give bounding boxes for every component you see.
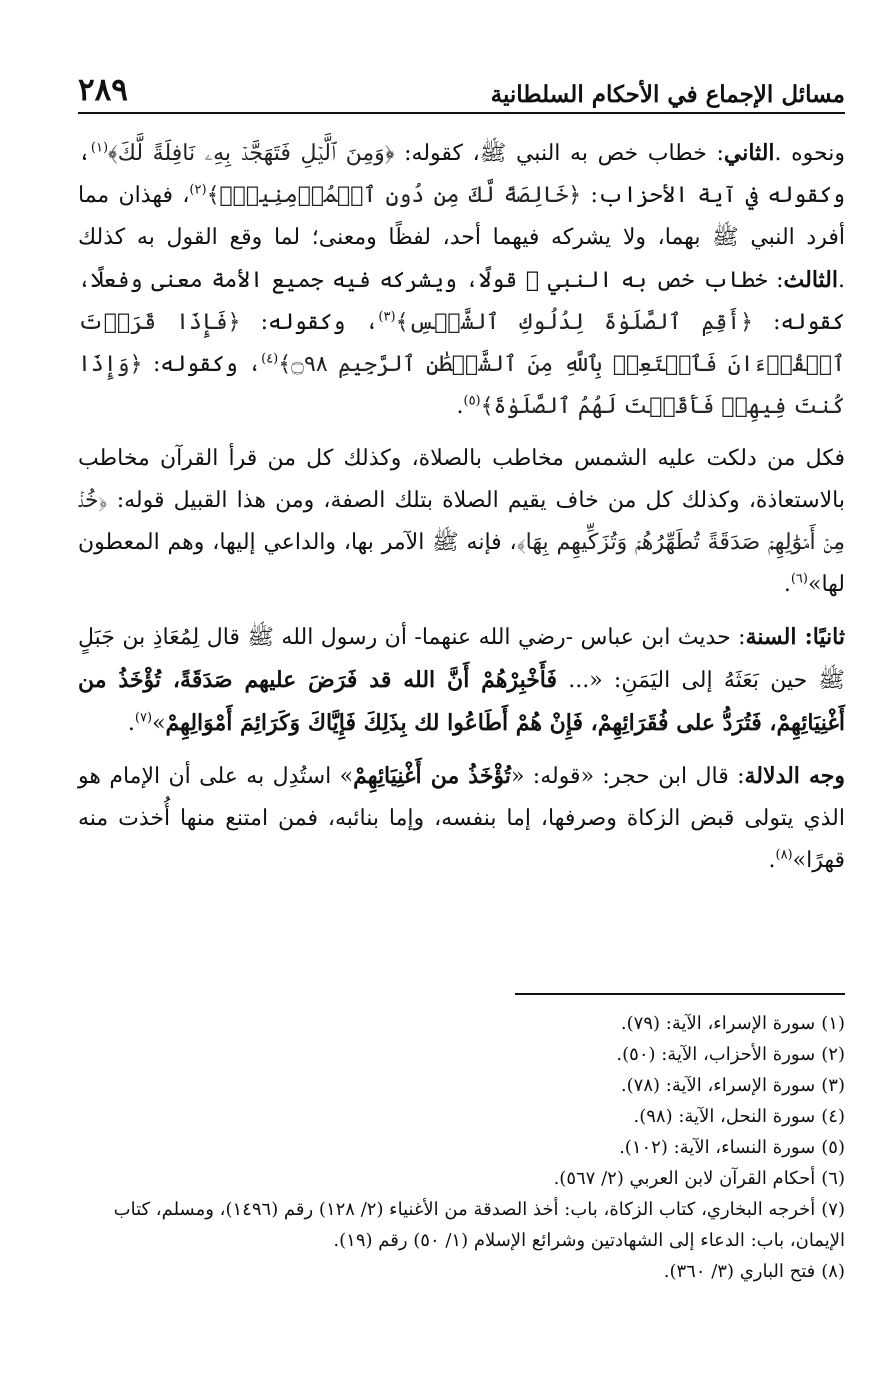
- footnote-text: أحكام القرآن لابن العربي (٢/ ٥٦٧).: [553, 1168, 816, 1189]
- text-span: ، وكقوله في آية الأحزاب:: [78, 141, 845, 208]
- text-span: فكل من دلكت عليه الشمس مخاطب بالصلاة، وكذلك كل من قرأ القرآن مخاطب بالاستعاذة، وكذلك كل من خاف يقيم الصلاة بتلك الصفة، ومن هذا القبيل قوله:: [78, 446, 845, 513]
- footnote-number: (٥): [821, 1137, 845, 1158]
- footnote-text: أخرجه البخاري، كتاب الزكاة، باب: أخذ الصدقة من الأغنياء (٢/ ١٢٨) رقم (١٤٩٦)، ومسلم، كتاب الإيمان، باب: الدعاء إلى الشهادتين وشرائع الإسلام (١/ ٥٠) رقم (١٩).: [113, 1199, 845, 1251]
- footnote-number: (٨): [821, 1261, 845, 1282]
- text-span: »: [152, 711, 166, 736]
- page-number: ٢٨٩: [78, 72, 128, 108]
- footnote-number: (٢): [821, 1044, 845, 1065]
- section-label-second: الثاني: [723, 140, 775, 166]
- page-header: [78, 60, 845, 108]
- text-span: .: [127, 711, 135, 736]
- quran-verse: ﴿وَإِذَا كُنتَ فِيهِمۡ فَأَقَمۡتَ لَهُمُ ٱلصَّلَوٰةَ﴾: [78, 352, 845, 419]
- text-span: ، فهذان مما أفرد النبي ﷺ بهما، ولا يشركه فيهما أحد، لفظًا ومعنى؛ لما وقع القول به كذلك .: [78, 183, 845, 293]
- quran-verse: ﴿خُذۡ مِنۡ أَمۡوَٰلِهِمۡ صَدَقَةً تُطَهِّرُهُمۡ وَتُزَكِّيهِم بِهَا﴾: [78, 488, 845, 555]
- footnote-text: سورة الأحزاب، الآية: (٥٠).: [616, 1044, 816, 1065]
- quran-verse: ﴿فَإِذَا قَرَأۡتَ ٱلۡقُرۡءَانَ فَٱسۡتَعِذۡ بِٱللَّهِ مِنَ ٱلشَّيۡطَٰنِ ٱلرَّجِيمِ ۝٩٨﴾: [78, 310, 845, 377]
- footnote-number: (١): [821, 1013, 845, 1034]
- footnote-text: فتح الباري (٣/ ٣٦٠).: [663, 1261, 816, 1282]
- footnote-ref: (٣): [378, 309, 396, 325]
- running-title: مسائل الإجماع في الأحكام السلطانية: [490, 81, 845, 108]
- footnote-number: (٣): [821, 1075, 845, 1096]
- section-label-sunnah: ثانيًا: السنة: [745, 624, 845, 650]
- footnotes: [78, 1008, 845, 1287]
- text-span: : حديث ابن عباس -رضي الله عنهما- أن رسول الله ﷺ قال لِمُعَاذِ بن جَبَلٍ ﷺ حين بَعَثَهُ إلى اليَمَنِ: «...: [78, 625, 845, 693]
- footnote-ref: (٥): [463, 393, 481, 409]
- quran-verse: ﴿أَقِمِ ٱلصَّلَوٰةَ لِدُلُوكِ ٱلشَّمۡسِ﴾: [395, 310, 754, 335]
- footnote: [78, 1101, 845, 1132]
- footnote-ref: (١): [90, 140, 109, 156]
- text-span: .: [768, 848, 776, 873]
- footnote: [78, 1163, 845, 1194]
- text-span: ، فإنه ﷺ الآمر بها، والداعي إليها، وهم المعطون لها»: [78, 530, 845, 597]
- text-span: : قال ابن حجر: «قوله: «: [510, 764, 745, 789]
- footnote-number: (٧): [821, 1199, 845, 1220]
- quran-verse: ﴿وَمِنَ ٱلَّيۡلِ فَتَهَجَّدۡ بِهِۦ نَافِلَةً لَّكَ﴾: [108, 141, 395, 166]
- text-span: : خطاب خص به النبي ﷺ، كقوله:: [394, 141, 724, 166]
- text-span: ، وكقوله:: [240, 310, 379, 335]
- text-span: ونحوه .: [774, 141, 845, 166]
- footnote-ref: (٨): [775, 847, 793, 863]
- text-span: .: [456, 394, 464, 419]
- footnote-text: سورة النحل، الآية: (٩٨).: [633, 1106, 816, 1127]
- footnote-separator: [515, 993, 845, 995]
- main-text: [78, 132, 845, 892]
- footnote: [78, 1194, 845, 1256]
- section-label-evidence: وجه الدلالة: [744, 763, 845, 789]
- footnote-number: (٦): [821, 1168, 845, 1189]
- hadith-quote: تُؤْخَذُ من أَغْنِيَائِهِمْ: [353, 763, 511, 789]
- footnote-text: سورة الإسراء، الآية: (٧٨).: [620, 1075, 816, 1096]
- paragraph-evidence: [78, 755, 845, 882]
- paragraph-explanation: [78, 438, 845, 606]
- footnote-ref: (٧): [134, 710, 153, 726]
- footnote: [78, 1132, 845, 1163]
- text-span: ، وكقوله:: [142, 352, 262, 377]
- footnote: [78, 1008, 845, 1039]
- text-span: : خطاب خص به النبي ﷺ قولًا، ويشركه فيه جميع الأمة معنى وفعلًا، كقوله:: [78, 268, 845, 335]
- footnote-text: سورة الإسراء، الآية: (٧٩).: [620, 1013, 816, 1034]
- paragraph-sunnah: [78, 616, 845, 745]
- header-rule: [78, 112, 845, 114]
- quran-verse: ﴿خَالِصَةً لَّكَ مِن دُونِ ٱلۡمُؤۡمِنِينَۗ﴾: [206, 183, 582, 208]
- hadith-text: فَأَخْبِرْهُمْ أَنَّ الله قد فَرَضَ عليهم صَدَقَةً، تُؤْخَذُ من أَغْنِيَائِهِمْ، فَتُرَدُّ على فُقَرَائِهِمْ، فَإِنْ هُمْ أَطَاعُوا لك بِذَلِكَ فَإِيَّاكَ وَكَرَائِمَ أَمْوَالِهِمْ: [78, 667, 845, 736]
- footnote-ref: (٦): [790, 571, 808, 587]
- footnote: [78, 1039, 845, 1070]
- text-span: .: [783, 572, 791, 597]
- footnote: [78, 1256, 845, 1287]
- footnote-number: (٤): [821, 1106, 845, 1127]
- section-label-third: الثالث: [783, 267, 838, 293]
- paragraph-address-types: [78, 132, 845, 428]
- footnote-ref: (٤): [261, 351, 279, 367]
- footnote-text: سورة النساء، الآية: (١٠٢).: [619, 1137, 816, 1158]
- footnote: [78, 1070, 845, 1101]
- text-span: » استُدِل به على أن الإمام هو الذي يتولى قبض الزكاة وصرفها، إما بنفسه، وإما بنائبه، فمن امتنع منها أُخذت منه قهرًا»: [78, 764, 845, 873]
- footnote-ref: (٢): [189, 182, 207, 198]
